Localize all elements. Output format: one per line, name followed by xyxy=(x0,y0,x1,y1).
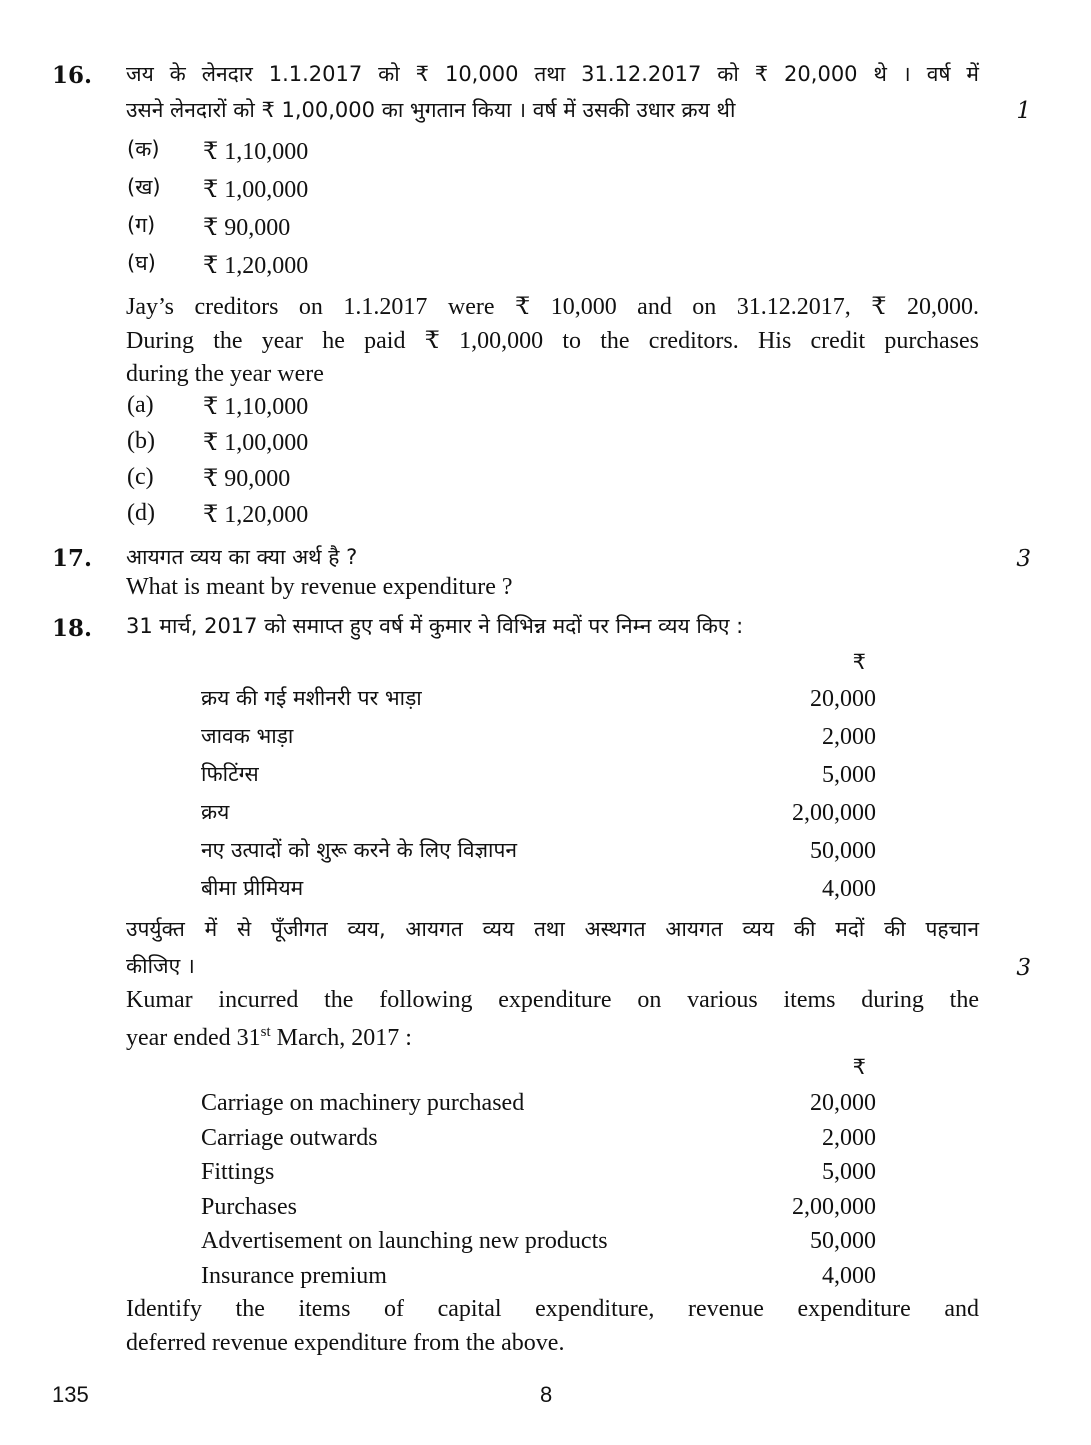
option-label: (ग) xyxy=(127,213,156,237)
q17-english-text: What is meant by revenue expenditure ? xyxy=(126,574,513,600)
expense-item-label: फिटिंग्स xyxy=(201,762,259,786)
expense-item-amount: 4,000 xyxy=(822,1263,876,1289)
option-value: ₹ 90,000 xyxy=(203,215,291,241)
option-value: ₹ 1,20,000 xyxy=(203,253,309,279)
question-17-number: 17. xyxy=(52,545,93,572)
option-label: (c) xyxy=(127,464,154,490)
option-label: (b) xyxy=(127,428,155,454)
expense-item-label: Carriage outwards xyxy=(201,1124,378,1151)
option-value: ₹ 1,10,000 xyxy=(203,394,309,420)
expense-item-amount: 2,000 xyxy=(822,724,876,750)
option-value: ₹ 1,20,000 xyxy=(203,502,309,528)
expense-item-label: बीमा प्रीमियम xyxy=(201,876,304,900)
option-label: (d) xyxy=(127,500,155,526)
expense-item-amount: 2,000 xyxy=(822,1124,876,1151)
q16-english-line-1: Jay’s creditors on 1.1.2017 were ₹ 10,000 and on 31.12.2017, ₹ 20,000. xyxy=(126,294,979,320)
paper-code: 135 xyxy=(52,1382,89,1407)
q18-intro-post: March, 2017 : xyxy=(270,1025,412,1051)
q18-marks: 3 xyxy=(1016,955,1031,981)
q18-hindi-intro: 31 मार्च, 2017 को समाप्त हुए वर्ष में कुमार ने विभिन्न मदों पर निम्न व्यय किए : xyxy=(126,614,744,638)
page-number: 8 xyxy=(540,1382,553,1407)
expense-item-label: Insurance premium xyxy=(201,1263,387,1289)
option-value: ₹ 90,000 xyxy=(203,466,291,492)
expense-item-label: जावक भाड़ा xyxy=(201,724,294,748)
q18-english-currency-header: ₹ xyxy=(852,1055,866,1079)
expense-item-label: Fittings xyxy=(201,1159,275,1186)
option-label: (घ) xyxy=(127,251,156,275)
expense-item-amount: 20,000 xyxy=(810,686,876,712)
q18-hindi-question-line-2: कीजिए । xyxy=(126,954,195,978)
q18-hindi-currency-header: ₹ xyxy=(852,650,866,674)
expense-item-amount: 5,000 xyxy=(822,762,876,788)
expense-item-amount: 50,000 xyxy=(810,1228,876,1255)
q18-english-intro-line-2 xyxy=(126,1024,412,1052)
option-value: ₹ 1,10,000 xyxy=(203,139,309,165)
q16-english-line-2: During the year he paid ₹ 1,00,000 to the creditors. His credit purchases xyxy=(126,328,979,354)
expense-item-label: क्रय की गई मशीनरी पर भाड़ा xyxy=(201,686,422,710)
q16-english-line-3: during the year were xyxy=(126,361,324,387)
expense-item-label: नए उत्पादों को शुरू करने के लिए विज्ञापन xyxy=(201,838,518,862)
q18-intro-superscript: st xyxy=(260,1024,271,1040)
expense-item-amount: 2,00,000 xyxy=(792,800,876,826)
option-value: ₹ 1,00,000 xyxy=(203,430,309,456)
q18-english-question-line-1: Identify the items of capital expenditure, revenue expenditure and xyxy=(126,1296,979,1322)
q16-hindi-line-1: जय के लेनदार 1.1.2017 को ₹ 10,000 तथा 31.12.2017 को ₹ 20,000 थे । वर्ष में xyxy=(126,62,979,86)
expense-item-amount: 4,000 xyxy=(822,876,876,902)
expense-item-amount: 2,00,000 xyxy=(792,1193,876,1220)
q18-english-question-line-2: deferred revenue expenditure from the above. xyxy=(126,1330,565,1356)
q16-hindi-line-2: उसने लेनदारों को ₹ 1,00,000 का भुगतान किया । वर्ष में उसकी उधार क्रय थी xyxy=(126,98,736,122)
expense-item-amount: 20,000 xyxy=(810,1090,876,1116)
option-label: (क) xyxy=(127,137,160,161)
q16-marks: 1 xyxy=(1016,98,1031,124)
expense-item-label: Carriage on machinery purchased xyxy=(201,1090,525,1116)
expense-item-label: Advertisement on launching new products xyxy=(201,1228,608,1255)
q18-intro-pre: year ended 31 xyxy=(126,1025,261,1051)
option-label: (ख) xyxy=(127,175,161,199)
expense-item-label: Purchases xyxy=(201,1193,297,1220)
q17-marks: 3 xyxy=(1016,546,1031,572)
q18-english-intro-line-1: Kumar incurred the following expenditure on various items during the xyxy=(126,987,979,1013)
question-18-number: 18. xyxy=(52,615,93,642)
expense-item-amount: 5,000 xyxy=(822,1159,876,1186)
expense-item-label: क्रय xyxy=(201,800,230,824)
option-label: (a) xyxy=(127,392,154,418)
option-value: ₹ 1,00,000 xyxy=(203,177,309,203)
question-16-number: 16. xyxy=(52,62,93,89)
expense-item-amount: 50,000 xyxy=(810,838,876,864)
q17-hindi-text: आयगत व्यय का क्या अर्थ है ? xyxy=(126,545,358,569)
q18-hindi-question-line-1: उपर्युक्त में से पूँजीगत व्यय, आयगत व्यय तथा अस्थगत आयगत व्यय की मदों की पहचान xyxy=(126,917,979,941)
